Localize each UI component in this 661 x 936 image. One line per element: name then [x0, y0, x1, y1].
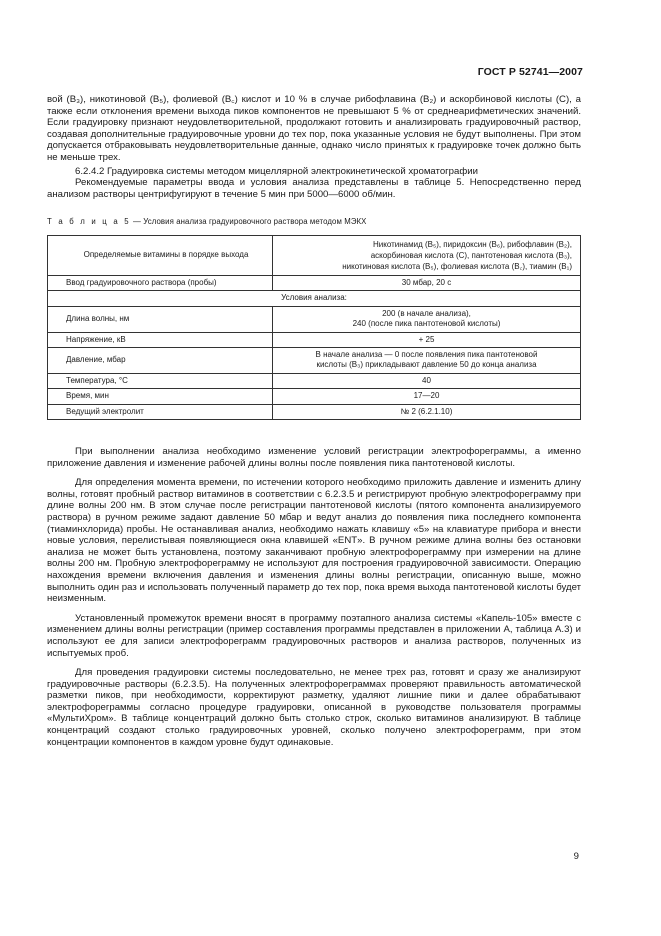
row-label: Напряжение, кВ: [48, 332, 273, 347]
document-code: ГОСТ Р 52741—2007: [477, 66, 583, 78]
body-paragraph: Для проведения градуировки системы последовательно, не менее трех раз, готовят и сразу же анализируют градуировочные растворы (6.2.3.5). На полученных электрофореграммах проверяют правильность автоматической разметки пиков, при необходимости, корректируют разметку, удаляют лишние пики и далее обрабатывают электрофореграммы согласно процедуре градуировки, описанной в руководстве пользователя программы «МультиХром». В таблице концентраций должно быть столько строк, сколько витаминов анализируют. В таблице концентраций создают столько градуировочных уровней, сколько получено электрофореграмм, при этом концентрации компонентов в каждом уровне будут одинаковые.: [47, 667, 581, 748]
row-value: № 2 (6.2.1.10): [273, 404, 581, 419]
table-row: [48, 389, 581, 404]
row-value: 40: [273, 373, 581, 388]
table-row: [48, 275, 581, 290]
table-header-row: [48, 235, 581, 275]
body-paragraph: Для определения момента времени, по истечении которого необходимо приложить давление и изменить длину волны, готовят пробный раствор витаминов в соответствии с 6.2.3.5 и регистрируют пробную электрофореграмму при длине волны 200 нм. В этом случае после регистрации пантотеновой кислоты (пятого компонента анализируемого раствора) в ручном режиме задают давление 50 мбар и ведут анализ до появления пика последнего компонента (тиаминхлорида) пробы. Не останавливая анализ, необходимо нажать клавишу «5» на клавиатуре прибора и внести новые условия, перелистывая появляющиеся окна клавишей «ENT». В ручном режиме длина волны без остановки анализа не может быть установлена, поэтому заканчивают пробную электрофореграмму при измерении на длине волны 200 нм. Пробную электрофореграмму не используют для построения градуировочной зависимости. Операцию нахождения времени включения давления и изменения длины волны регистрации, описанную выше, можно выполнить один раз и использовать полученный параметр до тех пор, пока время выхода пантотеновой кислоты будет неизменным.: [47, 477, 581, 605]
table-caption-label: Т а б л и ц а 5: [47, 217, 131, 227]
table-row: [48, 291, 581, 306]
row-label: Время, мин: [48, 389, 273, 404]
row-value: 17—20: [273, 389, 581, 404]
header-right-cell: [273, 235, 581, 275]
section-heading: 6.2.4.2 Градуировка системы методом мицеллярной электрокинетической хроматографии: [75, 165, 478, 177]
intro-paragraph: вой (B₃), никотиновой (B₅), фолиевой (B꜀) кислот и 10 % в случае рибофлавина (B₂) и аскорбиновой кислоты (C), а также если отклонения времени выхода пиков компонентов не превышают 5 % от среднеарифметических значений. Если градуировку признают неудовлетворительной, продолжают готовить и анализировать градуировочный раствор, создавая дополнительные градуировочные уровни до тех пор, пока указанные условия не будут выполнены. При этом допускается отбраковывать неудовлетворительные данные, однако число принятых к градуировке точек должно быть не меньше трех.: [47, 94, 581, 163]
header-right-line: никотиновая кислота (B₅), фолиевая кислота (B꜀), тиамин (B₁): [342, 261, 572, 271]
page-number: 9: [573, 851, 579, 862]
header-right-line: Никотинамид (B₅), пиридоксин (B₆), рибофлавин (B₂),: [373, 239, 572, 249]
row-label: Ведущий электролит: [48, 404, 273, 419]
conditions-title: Условия анализа:: [48, 291, 581, 306]
row-value: 30 мбар, 20 с: [273, 275, 581, 290]
body-paragraph: При выполнении анализа необходимо изменение условий регистрации электрофореграммы, а именно приложение давления и изменение рабочей длины волны после появления пика пантотеновой кислоты.: [47, 446, 581, 469]
table-caption-text: — Условия анализа градуировочного раствора методом МЭКХ: [130, 217, 367, 227]
row-label: Температура, °C: [48, 373, 273, 388]
header-left-cell: Определяемые витамины в порядке выхода: [48, 235, 273, 275]
row-label: Давление, мбар: [48, 347, 273, 373]
row-value: [273, 306, 581, 332]
section-paragraph: Рекомендуемые параметры ввода и условия анализа представлены в таблице 5. Непосредственно перед анализом растворы центрифугируют в течение 5 мин при 5000—6000 об/мин.: [47, 177, 581, 200]
table-caption: [47, 216, 581, 228]
row-value: [273, 347, 581, 373]
body-paragraph: Установленный промежуток времени вносят в программу поэтапного анализа системы «Капель-105» вместе с изменением длины волны регистрации (пример составления программы представлен в приложении А, таблица А.3) и используют ее для записи электрофореграмм градуировочных растворов и анализа растворов, полученных из испытуемых проб.: [47, 612, 581, 659]
table-row: [48, 404, 581, 419]
table-row: [48, 373, 581, 388]
table-row: [48, 332, 581, 347]
header-right-line: аскорбиновая кислота (C), пантотеновая кислота (B₃),: [370, 250, 572, 260]
table-row: [48, 347, 581, 373]
page-content: [47, 94, 581, 748]
table-row: [48, 306, 581, 332]
row-value-line: В начале анализа — 0 после появления пика пантотеновой: [315, 349, 538, 359]
row-value-line: 240 (после пика пантотеновой кислоты): [352, 319, 501, 329]
row-value: + 25: [273, 332, 581, 347]
row-label: Ввод градуировочного раствора (пробы): [48, 275, 273, 290]
row-value-line: 200 (в начале анализа),: [382, 308, 471, 318]
conditions-table: [47, 235, 581, 420]
row-label: Длина волны, нм: [48, 306, 273, 332]
row-value-line: кислоты (B₃) прикладывают давление 50 до конца анализа: [316, 360, 537, 370]
